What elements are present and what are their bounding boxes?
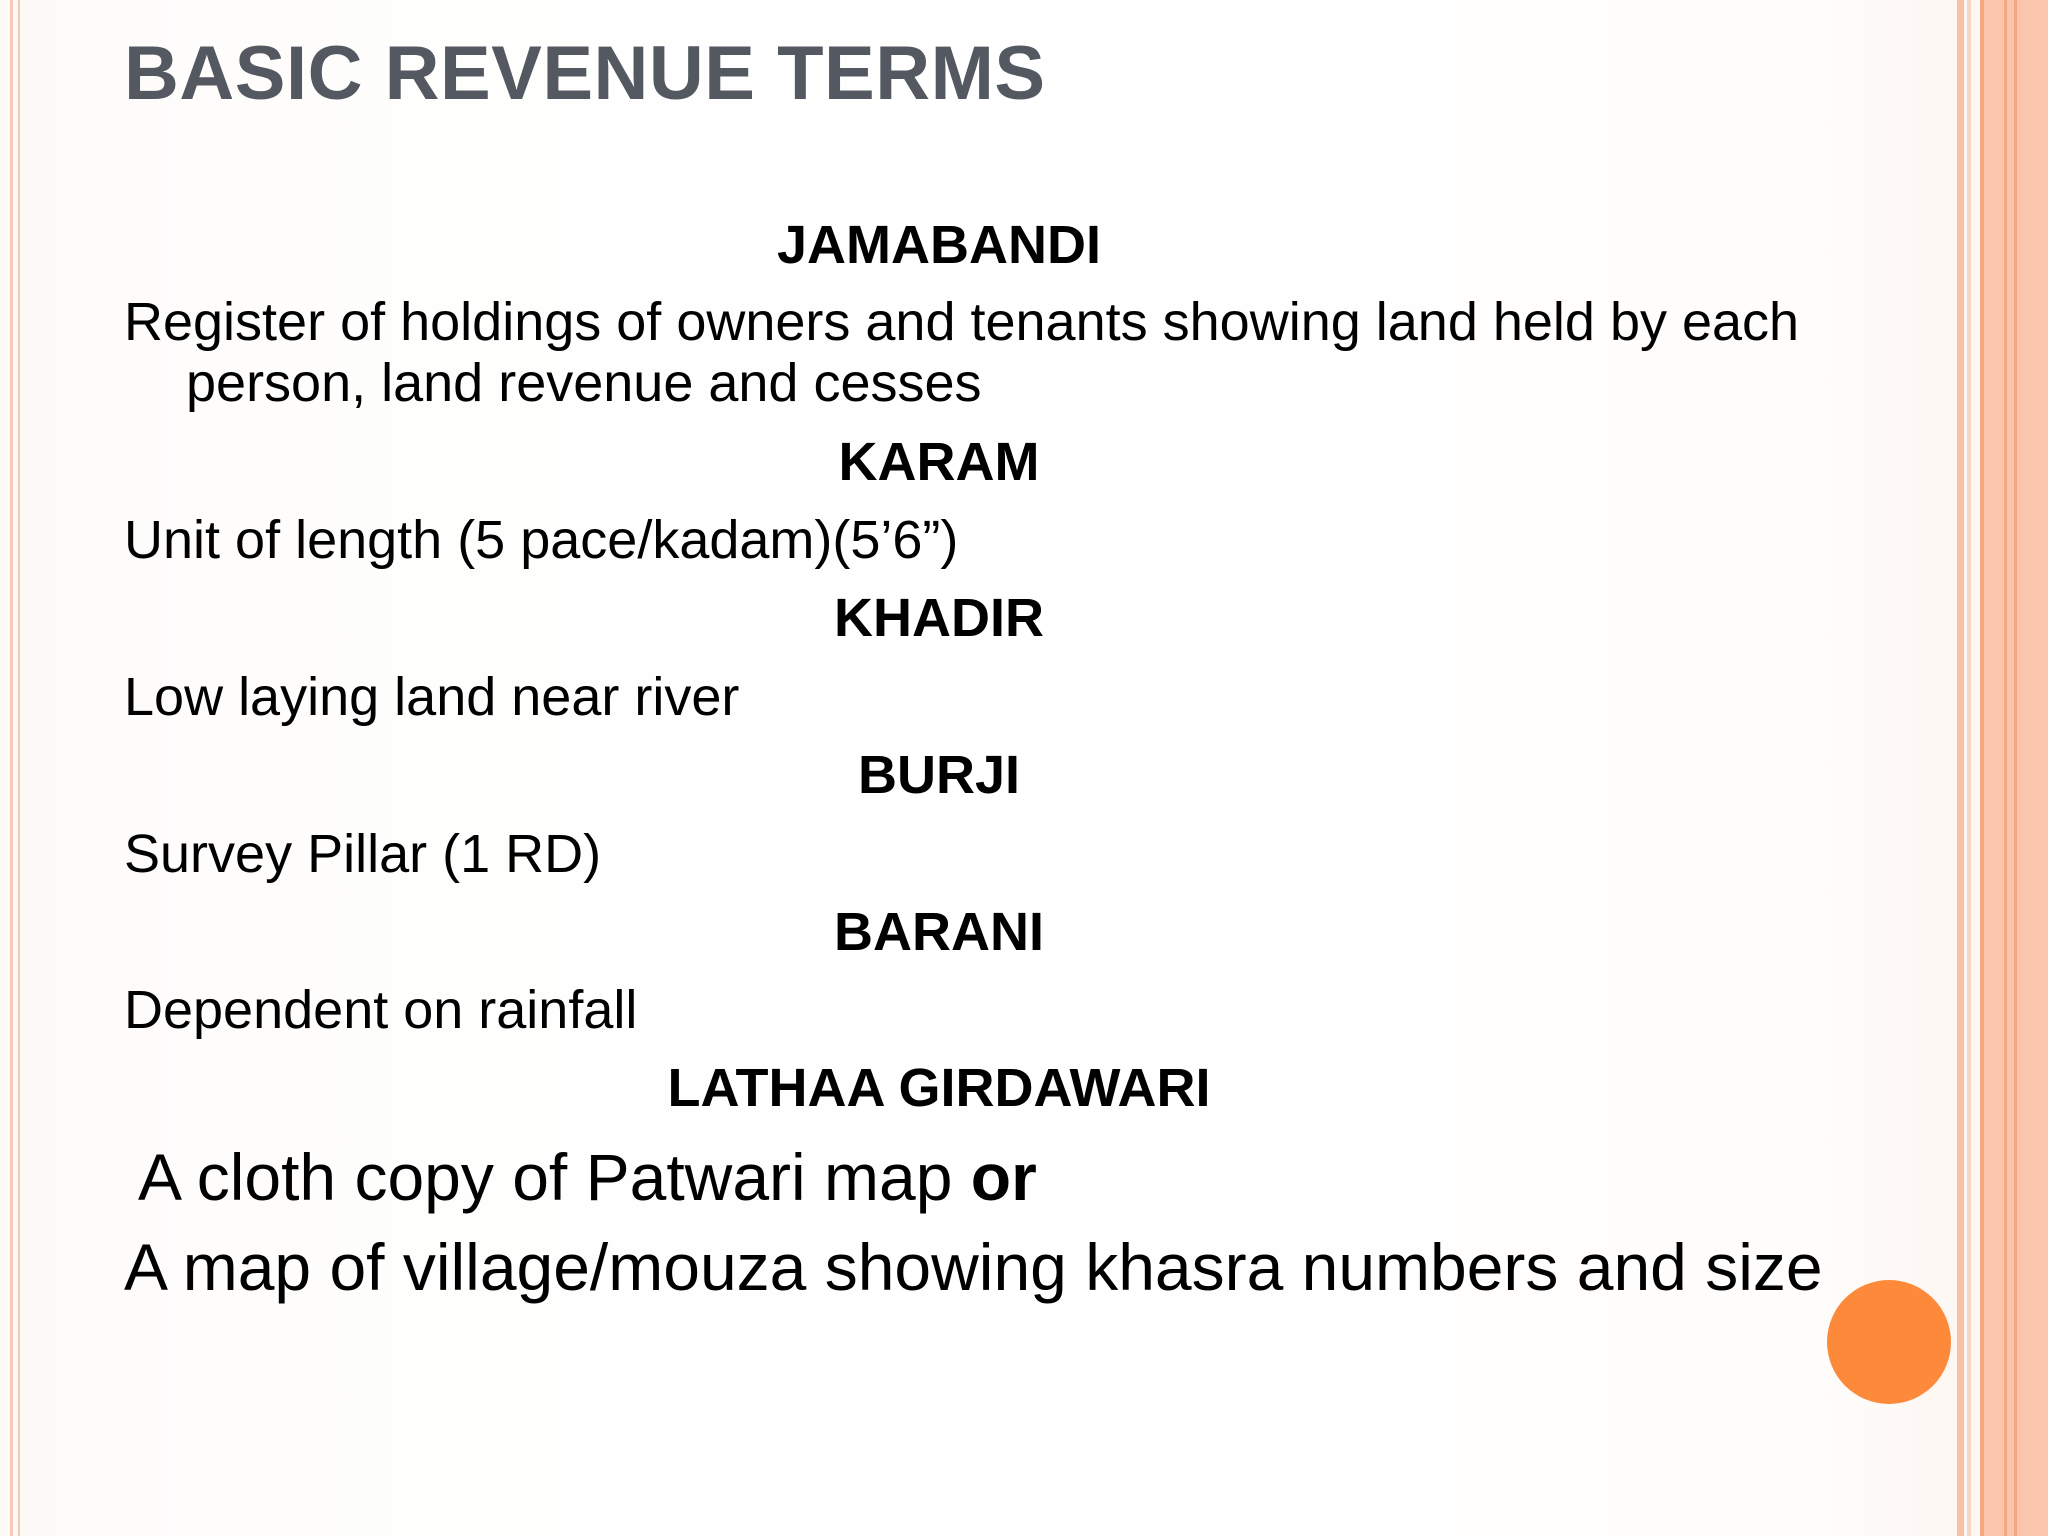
term-heading: JAMABANDI: [777, 215, 1101, 275]
slide-title: BASIC REVENUE TERMS: [124, 31, 1046, 116]
decorative-circle: [1827, 1280, 1951, 1404]
right-border-stripe: [1967, 0, 1971, 1536]
definition-text: A cloth copy of Patwari map: [138, 1140, 953, 1214]
term-definition: Register of holdings of owners and tenants showing land held by each person, land revenue and cesses: [124, 292, 1800, 413]
left-border-stripe: [10, 0, 13, 1536]
left-border-stripe: [18, 0, 20, 1536]
term-definition: Unit of length (5 pace/kadam)(5’6”): [124, 510, 959, 570]
term-definition: Dependent on rainfall: [124, 980, 638, 1040]
term-heading: KARAM: [838, 432, 1040, 492]
definition-connector: or: [970, 1140, 1037, 1214]
right-border-stripe: [1957, 0, 1964, 1536]
right-border-stripe: [1980, 0, 1984, 1536]
term-definition: A map of village/mouza showing khasra numbers and size: [124, 1230, 1823, 1304]
term-heading: BARANI: [834, 902, 1044, 962]
term-heading: BURJI: [857, 745, 1021, 805]
term-heading: KHADIR: [834, 588, 1044, 648]
term-definition: Survey Pillar (1 RD): [124, 824, 602, 884]
term-definition: Low laying land near river: [124, 667, 740, 727]
right-border-stripe: [2014, 0, 2017, 1536]
term-definition: [138, 1140, 1037, 1214]
right-border-stripe: [2004, 0, 2007, 1536]
term-heading: LATHAA GIRDAWARI: [667, 1058, 1211, 1118]
